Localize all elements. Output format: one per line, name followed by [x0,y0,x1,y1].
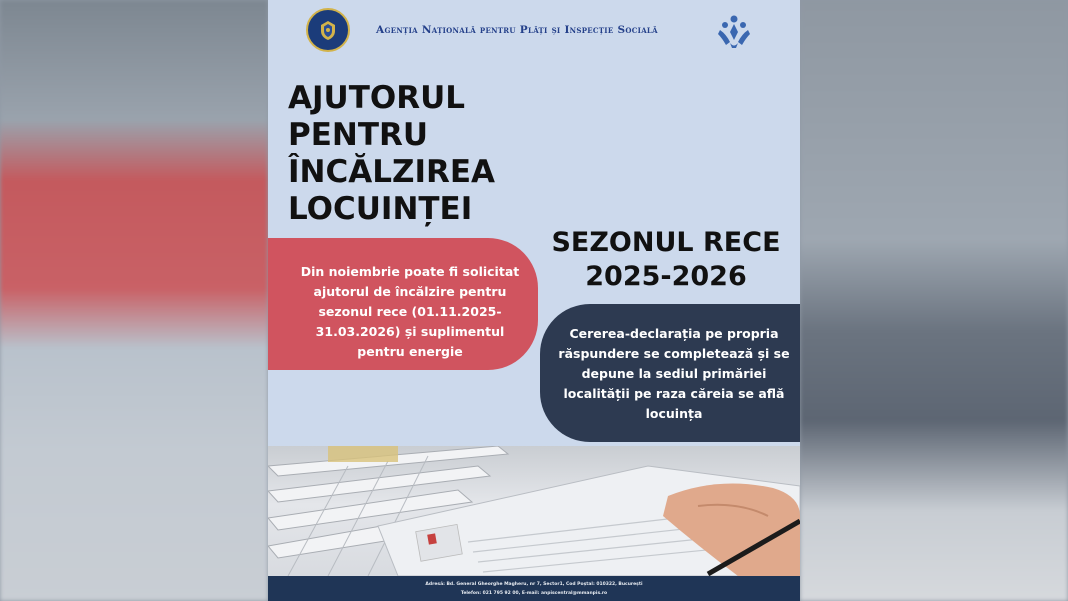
submission-info-text: Cererea-declarația pe propria răspundere se completează și se depune la sediul primăriei localității pe raza căreia se află locuința [558,326,790,421]
title-line: LOCUINȚEI [288,191,473,227]
application-period-text: Din noiembrie poate fi solicitat ajutorul de încălzire pentru sezonul rece (01.11.2025-31.03.2026) și suplimentul pentru energie [300,264,520,359]
title-line: PENTRU [288,117,429,153]
radiator-form-illustration [268,446,800,576]
season-years: 2025-2026 [585,261,747,292]
season-heading [548,226,784,294]
application-period-callout [268,238,538,370]
radiator-form-photo [268,446,800,576]
background-blur-left [0,0,268,601]
submission-info-callout [540,304,800,442]
title-line: ÎNCĂLZIREA [288,154,496,190]
main-title [288,80,528,228]
background-blur-right [800,0,1068,601]
season-line: SEZONUL RECE [551,227,781,258]
anpis-people-logo-icon [714,12,754,56]
poster-footer [268,576,800,601]
footer-contact: Telefon: 021 795 92 00, E-mail: anpiscentral@mmanpis.ro [460,591,608,596]
poster [268,0,800,601]
poster-header [268,0,800,64]
romanian-government-seal-icon [306,8,350,52]
footer-address: Adresă: Bd. General Gheorghe Magheru, nr 7, Sector1, Cod Poștal: 010322, București [425,582,643,587]
agency-name: Agenția Națională pentru Plăți și Inspecție Socială [376,24,658,36]
title-line: AJUTORUL [288,80,465,116]
